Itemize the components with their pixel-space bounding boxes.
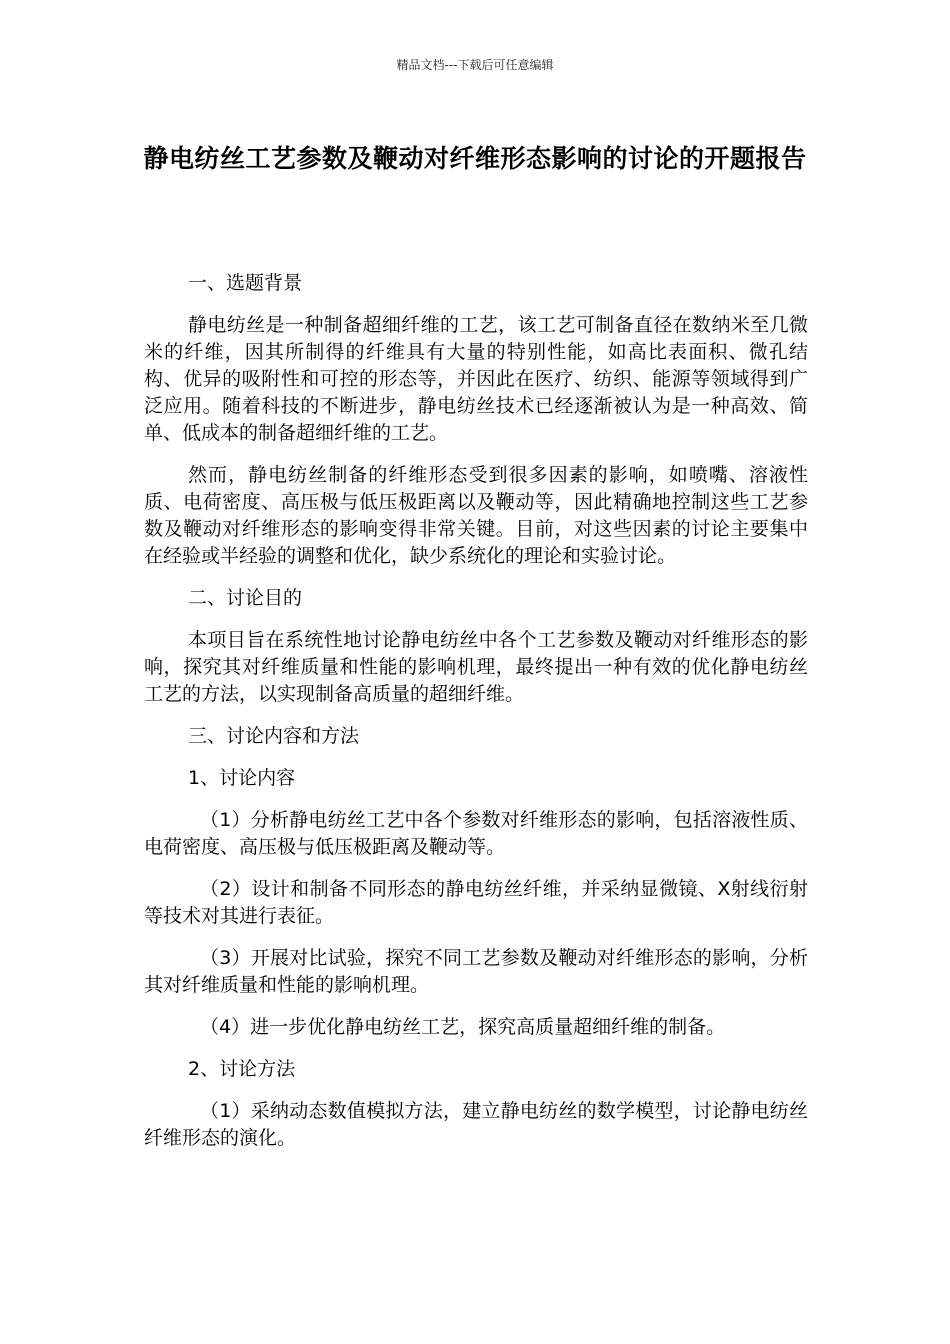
document-body [144,270,808,1167]
section-heading-background: 一、选题背景 [188,272,303,294]
method-item-1: （1）采纳动态数值模拟方法，建立静电纺丝的数学模型，讨论静电纺丝纤维形态的演化。 [144,1100,808,1149]
content-item-1: （1）分析静电纺丝工艺中各个参数对纤维形态的影响，包括溶液性质、电荷密度、高压极与低压极距离及鞭动等。 [144,809,808,858]
page-header: 精品文档---下载后可任意编辑 [396,58,554,72]
content-item-2: （2）设计和制备不同形态的静电纺丝纤维，并采纳显微镜、X射线衍射等技术对其进行表征。 [144,878,808,927]
section-heading-purpose: 二、讨论目的 [188,587,303,609]
paragraph-purpose: 本项目旨在系统性地讨论静电纺丝中各个工艺参数及鞭动对纤维形态的影响，探究其对纤维质量和性能的影响机理，最终提出一种有效的优化静电纺丝工艺的方法，以实现制备高质量的超细纤维。 [144,629,808,705]
content-item-3: （3）开展对比试验，探究不同工艺参数及鞭动对纤维形态的影响，分析其对纤维质量和性能的影响机理。 [144,947,808,996]
content-item-4: （4）进一步优化静电纺丝工艺，探究高质量超细纤维的制备。 [200,1016,726,1038]
paragraph-background-1: 静电纺丝是一种制备超细纤维的工艺，该工艺可制备直径在数纳米至几微米的纤维，因其所制得的纤维具有大量的特别性能，如高比表面积、微孔结构、优异的吸附性和可控的形态等，并因此在医疗、纺织、能源等领域得到广泛应用。随着科技的不断进步，静电纺丝技术已经逐渐被认为是一种高效、简单、低成本的制备超细纤维的工艺。 [144,314,808,444]
paragraph-background-2: 然而，静电纺丝制备的纤维形态受到很多因素的影响，如喷嘴、溶液性质、电荷密度、高压极与低压极距离以及鞭动等，因此精确地控制这些工艺参数及鞭动对纤维形态的影响变得非常关键。目前，对这些因素的讨论主要集中在经验或半经验的调整和优化，缺少系统化的理论和实验讨论。 [144,464,808,567]
section-heading-content-method: 三、讨论内容和方法 [188,725,360,747]
subsection-heading-content: 1、讨论内容 [188,767,296,789]
document-title: 静电纺丝工艺参数及鞭动对纤维形态影响的讨论的开题报告 [143,144,807,173]
subsection-heading-method: 2、讨论方法 [188,1058,296,1080]
